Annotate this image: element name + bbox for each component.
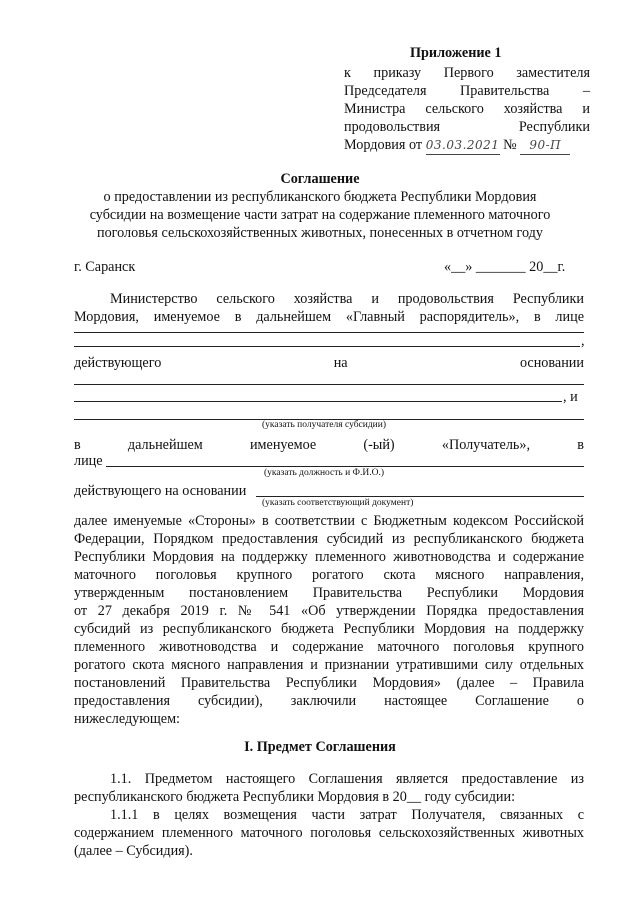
paragraph-line: рогатого скота мясного направления и признании утратившими силу отдельных	[74, 657, 584, 673]
paragraph-line: племенного животноводства и содержание маточного поголовья крупного	[74, 639, 584, 655]
appendix-number-sign: №	[503, 137, 517, 153]
further-word: в	[577, 437, 584, 453]
title-line-2: субсидии на возмещение части затрат на содержание племенного маточного	[89, 207, 551, 223]
paragraph-line: от 27 декабря 2019 г. № 541 «Об утверждении Порядка предоставления	[74, 603, 584, 619]
agreement-date-template: «__» _______ 20__г.	[444, 259, 566, 275]
fill-line	[74, 346, 580, 347]
appendix-line-3: Министра сельского хозяйства и	[344, 101, 590, 117]
paragraph-line: маточного поголовья крупного рогатого скота мясного направления,	[74, 567, 584, 583]
title-line-1: о предоставлении из республиканского бюджета Республики Мордовия	[103, 189, 537, 205]
hint-position: (указать должность и Ф.И.О.)	[264, 468, 385, 478]
fill-line	[74, 332, 584, 333]
clause-1-1-line-1: 1.1. Предметом настоящего Соглашения является предоставление из	[110, 771, 584, 787]
appendix-title: Приложение 1	[410, 45, 502, 61]
paragraph-line: постановлений Правительства Республики Мордовия» (далее – Правила	[74, 675, 584, 691]
paragraph-line: Федерации, Порядком предоставления субсидий из республиканского бюджета	[74, 531, 584, 547]
person-label: лице	[74, 453, 103, 469]
paragraph-last-line: нижеследующем:	[74, 711, 180, 727]
document-heading: Соглашение	[280, 171, 360, 187]
acting-basis: действующего на основании	[74, 483, 247, 499]
comma: ,	[581, 333, 585, 349]
appendix-line-2: Председателя Правительства –	[344, 83, 590, 99]
fill-line	[74, 401, 562, 402]
paragraph-line: Республики Мордовия на поддержку племенного животноводства и содержание	[74, 549, 584, 565]
further-word: дальнейшем	[127, 437, 203, 453]
title-line-3: поголовья сельскохозяйственных животных, понесенных в отчетном году	[97, 225, 543, 241]
acting-line	[74, 354, 584, 372]
appendix-line-4: продовольствия Республики	[344, 119, 590, 135]
clause-1-1-line-2: республиканского бюджета Республики Мордовия в 20__ году субсидии:	[74, 789, 516, 805]
appendix-line-1: к приказу Первого заместителя	[344, 65, 590, 81]
further-line	[74, 436, 584, 454]
further-word: в	[74, 437, 81, 453]
appendix-date-line	[344, 136, 570, 155]
fill-line	[74, 384, 584, 385]
fill-line	[106, 466, 584, 467]
acting-word: на	[333, 355, 348, 371]
clause-1-1-1-line-1: 1.1.1 в целях возмещения части затрат Получателя, связанных с	[110, 807, 584, 823]
paragraph-line: предоставления субсидии), заключили настоящее Соглашение о	[74, 693, 584, 709]
acting-word: основании	[519, 355, 584, 371]
paragraph-line: утвержденным постановлением Правительства Республики Мордовия	[74, 585, 584, 601]
acting-word: действующего	[74, 355, 162, 371]
further-word: «Получатель»,	[441, 437, 531, 453]
further-word: (-ый)	[363, 437, 395, 453]
city: г. Саранск	[74, 259, 136, 275]
further-word: именуемое	[249, 437, 317, 453]
section-heading: I. Предмет Соглашения	[244, 739, 396, 755]
appendix-date-prefix: Мордовия от	[344, 137, 423, 153]
fill-line	[256, 496, 584, 497]
paragraph-line: субсидий из республиканского бюджета Республики Мордовия на поддержку	[74, 621, 584, 637]
hint-recipient: (указать получателя субсидии)	[262, 420, 387, 430]
and-text: , и	[563, 389, 578, 405]
handwritten-number: 90-П	[520, 136, 570, 155]
hint-document: (указать соответствующий документ)	[262, 498, 414, 508]
paragraph-line: далее именуемые «Стороны» в соответствии с Бюджетным кодексом Российской	[74, 513, 584, 529]
clause-1-1-1-line-2: содержанием племенного маточного поголовья сельскохозяйственных животных	[74, 825, 584, 841]
intro-line-1: Министерство сельского хозяйства и продовольствия Республики	[110, 291, 584, 307]
handwritten-date: 03.03.2021	[426, 136, 500, 155]
intro-line-2: Мордовия, именуемое в дальнейшем «Главный распорядитель», в лице	[74, 309, 584, 325]
clause-1-1-1-line-3: (далее – Субсидия).	[74, 843, 193, 859]
